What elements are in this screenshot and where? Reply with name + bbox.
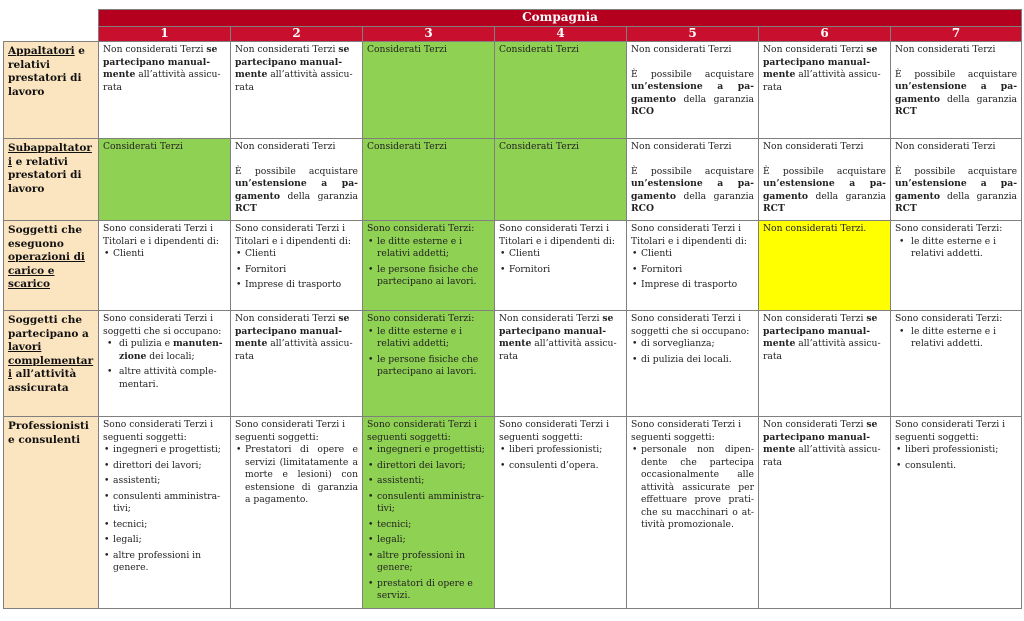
list-item: • Fornitori [245,264,358,277]
company-col-4: 4 [495,27,627,42]
list-item: • direttori dei lavori; [377,460,490,473]
list-item: • Prestatori di opere e servizi (limitatamente a morte e lesioni) con estensione di garanzia a pagamento. [245,444,358,507]
table-cell: Non considerati Terzi È possibile acquistare un’estensione a pagamento della garanzia RCT [891,139,1022,221]
company-col-2: 2 [231,27,363,42]
list-item: • di pulizia dei locali. [641,354,754,367]
list-item: • di pulizia e manutenzione dei locali; [119,338,226,363]
table-cell: Sono considerati Terzi i soggetti che si occupano: • di pulizia e manutenzione dei locali; • altre attività complementari. [99,311,231,417]
list-item: • Clienti [641,248,754,261]
table-cell: Sono considerati Terzi: • le ditte esterne e i relativi addetti. [891,221,1022,311]
row-header: Soggetti che eseguono operazioni di carico e scarico [4,221,99,311]
list-item: • legali; [113,534,226,547]
table-cell: Sono considerati Terzi i Titolari e i dipendenti di: • Clienti • Fornitori [495,221,627,311]
coverage-table [3,9,1022,609]
table-cell: Sono considerati Terzi i Titolari e i dipendenti di: • Clienti • Fornitori • Imprese di trasporto [231,221,363,311]
table-cell: Sono considerati Terzi i soggetti che si occupano: • di sorveglianza; • di pulizia dei locali. [627,311,759,417]
list-item: • tecnici; [377,519,490,532]
list-item: • Fornitori [509,264,622,277]
table-cell: Sono considerati Terzi: • le ditte esterne e i relativi addetti; • le persone fisiche che partecipano ai lavori. [363,311,495,417]
list-item: • le ditte esterne e i relativi addetti; [377,236,490,261]
list-item: • consulenti d’opera. [509,460,622,473]
company-col-7: 7 [891,27,1022,42]
list-item: • liberi professionisti; [509,444,622,457]
list-item: • Imprese di trasporto [245,279,358,292]
table-cell: Non considerati Terzi se partecipano manualmente all’attività assicurata [231,311,363,417]
table-cell: Non considerati Terzi se partecipano manualmente all’attività assicurata [759,311,891,417]
table-cell: Non considerati Terzi È possibile acquistare un’estensione a pagamento della garanzia RCO [627,139,759,221]
table-cell: Non considerati Terzi. [759,221,891,311]
list-item: • consulenti amministrativi; [113,491,226,516]
table-cell: Considerati Terzi [363,42,495,139]
table-row-professionisti [4,417,1022,609]
table-cell: Non considerati Terzi È possibile acquistare un’estensione a pagamento della garanzia RCO [627,42,759,139]
list-item: • Clienti [245,248,358,261]
table-cell: Considerati Terzi [363,139,495,221]
table-cell: Non considerati Terzi se partecipano manualmente all’attività assicurata [759,417,891,609]
table-cell: Sono considerati Terzi: • le ditte esterne e i relativi addetti. [891,311,1022,417]
table-cell: Sono considerati Terzi i seguenti soggetti: • ingegneri e progettisti; • direttori dei lavori; • assistenti; • consulenti amministrativi; • tecnici; • legali; • altre professioni in genere. [99,417,231,609]
row-header: Subappaltator i e relativi prestatori di lavoro [4,139,99,221]
list-item: • ingegneri e progettisti; [377,444,490,457]
table-cell: Non considerati Terzi se partecipano manualmente all’attività assicurata [231,42,363,139]
list-item: • le ditte esterne e i relativi addetti. [911,236,1017,261]
company-col-1: 1 [99,27,231,42]
table-cell: Sono considerati Terzi i Titolari e i dipendenti di: • Clienti [99,221,231,311]
list-item: • assistenti; [113,475,226,488]
list-item: • ingegneri e progettisti; [113,444,226,457]
company-col-3: 3 [363,27,495,42]
table-cell: Considerati Terzi [99,139,231,221]
table-row-subappaltatori [4,139,1022,221]
company-col-5: 5 [627,27,759,42]
table-cell: Considerati Terzi [495,42,627,139]
list-item: • Imprese di trasporto [641,279,754,292]
table-cell: Sono considerati Terzi i seguenti soggetti: • liberi professionisti; • consulenti d’opera. [495,417,627,609]
company-col-6: 6 [759,27,891,42]
list-item: • consulenti amministrativi; [377,491,490,516]
list-item: • le persone fisiche che partecipano ai lavori. [377,264,490,289]
list-item: • legali; [377,534,490,547]
list-item: • le ditte esterne e i relativi addetti; [377,326,490,351]
table-cell: Non considerati Terzi se partecipano manualmente all’attività assicurata [495,311,627,417]
table-cell: Sono considerati Terzi: • le ditte esterne e i relativi addetti; • le persone fisiche che partecipano ai lavori. [363,221,495,311]
company-group-header: Compagnia [99,10,1022,27]
list-item: • direttori dei lavori; [113,460,226,473]
list-item: • consulenti. [905,460,1017,473]
table-cell: Considerati Terzi [495,139,627,221]
table-cell: Non considerati Terzi È possibile acquistare un’estensione a pagamento della garanzia RCT [231,139,363,221]
table-cell: Non considerati Terzi se partecipano manualmente all’attività assicurata [759,42,891,139]
row-header: Professionisti e consulenti [4,417,99,609]
list-item: • altre professioni in genere. [113,550,226,575]
table-cell: Sono considerati Terzi i seguenti soggetti: • personale non dipendente che partecipa occasionalmente alle attività assicurate per effettuare prove pratiche su macchinari o attività promozionale. [627,417,759,609]
table-cell: Non considerati Terzi È possibile acquistare un’estensione a pagamento della garanzia RCT [891,42,1022,139]
table-cell: Non considerati Terzi se partecipano manualmente all’attività assicurata [99,42,231,139]
corner-blank [4,10,99,27]
table-row-carico-scarico [4,221,1022,311]
list-item: • altre attività complementari. [119,366,226,391]
table-cell: Sono considerati Terzi i seguenti soggetti: • Prestatori di opere e servizi (limitatamente a morte e lesioni) con estensione di garanzia a pagamento. [231,417,363,609]
row-header: Appaltatori e relativi prestatori di lavoro [4,42,99,139]
table-cell: Sono considerati Terzi i seguenti soggetti: • ingegneri e progettisti; • direttori dei lavori; • assistenti; • consulenti amministrativi; • tecnici; • legali; • altre professioni in genere; • prestatori di opere e servizi. [363,417,495,609]
corner-blank-2 [4,27,99,42]
list-item: • le persone fisiche che partecipano ai lavori. [377,354,490,379]
list-item: • Clienti [113,248,226,261]
table-row-lavori-complementari [4,311,1022,417]
table-cell: Sono considerati Terzi i Titolari e i dipendenti di: • Clienti • Fornitori • Imprese di trasporto [627,221,759,311]
list-item: • altre professioni in genere; [377,550,490,575]
list-item: • Clienti [509,248,622,261]
table-cell: Non considerati Terzi È possibile acquistare un’estensione a pagamento della garanzia RCT [759,139,891,221]
list-item: • prestatori di opere e servizi. [377,578,490,603]
list-item: • di sorveglianza; [641,338,754,351]
list-item: • Fornitori [641,264,754,277]
list-item: • le ditte esterne e i relativi addetti. [911,326,1017,351]
table-row-appaltatori [4,42,1022,139]
list-item: • liberi professionisti; [905,444,1017,457]
list-item: • personale non dipendente che partecipa occasionalmente alle attività assicurate per effettuare prove pratiche su macchinari o attività promozionale. [641,444,754,532]
table-cell: Sono considerati Terzi i seguenti soggetti: • liberi professionisti; • consulenti. [891,417,1022,609]
list-item: • assistenti; [377,475,490,488]
list-item: • tecnici; [113,519,226,532]
row-header: Soggetti che partecipano a lavori complementar i all’attività assicurata [4,311,99,417]
